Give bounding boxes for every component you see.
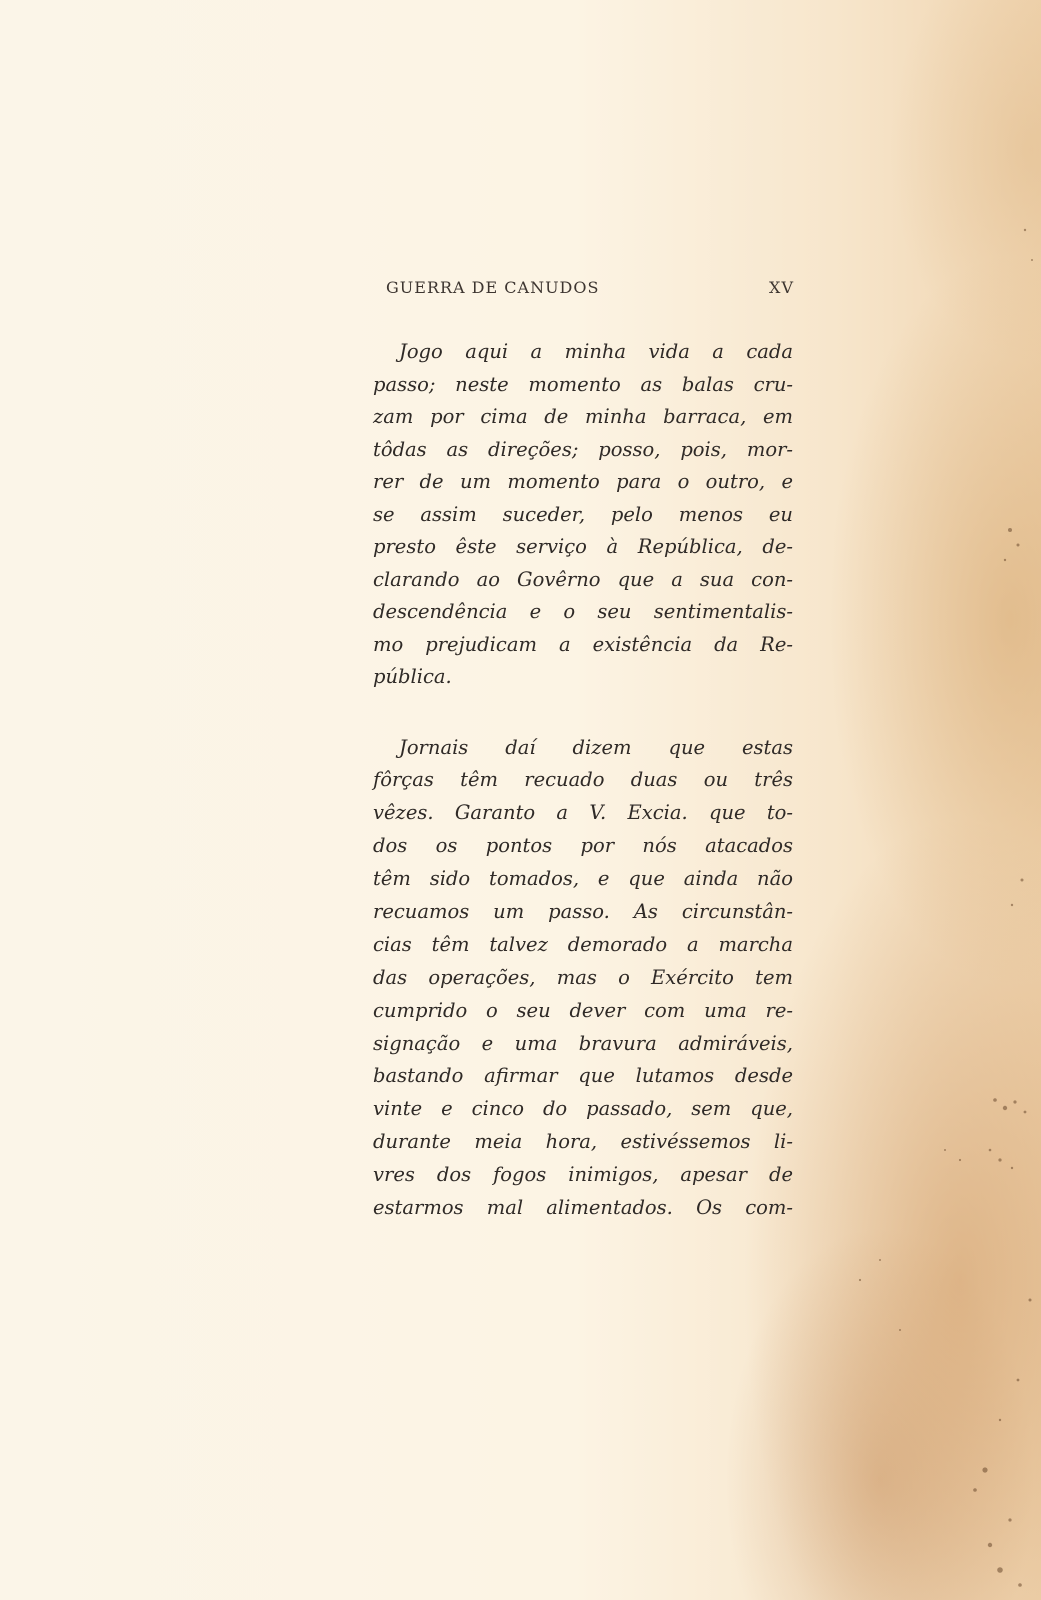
text-line: pública. (373, 665, 452, 688)
text-line: cumprido o seu dever com uma re- (373, 998, 793, 1022)
text-line: mo prejudicam a existência da Re- (373, 632, 793, 656)
text-line: estarmos mal alimentados. Os com- (373, 1195, 793, 1219)
text-line: cias têm talvez demorado a marcha (373, 932, 793, 956)
text-line: presto êste serviço à República, de- (373, 535, 793, 558)
body-text (373, 336, 793, 1225)
text-line: recuamos um passo. As circunstân- (373, 899, 793, 923)
text-line: vêzes. Garanto a V. Excia. que to- (373, 801, 793, 825)
text-line: tôdas as direções; posso, pois, mor- (373, 437, 793, 461)
text-line: fôrças têm recuado duas ou três (373, 768, 793, 792)
text-line: bastando afirmar que lutamos desde (373, 1064, 793, 1088)
text-line: durante meia hora, estivéssemos li- (373, 1130, 793, 1154)
text-line: das operações, mas o Exército tem (373, 965, 793, 989)
text-line: dos os pontos por nós atacados (373, 834, 793, 858)
text-line: Jornais daí dizem que estas (399, 735, 793, 759)
text-line: vinte e cinco do passado, sem que, (373, 1097, 793, 1121)
text-line: zam por cima de minha barraca, em (373, 405, 793, 428)
text-line: Jogo aqui a minha vida a cada (399, 340, 793, 363)
paragraph (373, 732, 793, 1225)
text-line: vres dos fogos inimigos, apesar de (373, 1163, 793, 1187)
text-line: signação e uma bravura admiráveis, (373, 1031, 793, 1055)
text-line: se assim suceder, pelo menos eu (373, 502, 793, 526)
page-number: XV (769, 278, 794, 297)
running-title: GUERRA DE CANUDOS (386, 278, 600, 297)
text-line: rer de um momento para o outro, e (373, 470, 793, 493)
paragraph (373, 336, 793, 694)
running-header (386, 278, 794, 302)
text-line: têm sido tomados, e que ainda não (373, 867, 793, 891)
text-line: clarando ao Govêrno que a sua con- (373, 567, 793, 591)
text-line: passo; neste momento as balas cru- (373, 372, 793, 396)
text-line: descendência e o seu sentimentalis- (373, 600, 793, 623)
